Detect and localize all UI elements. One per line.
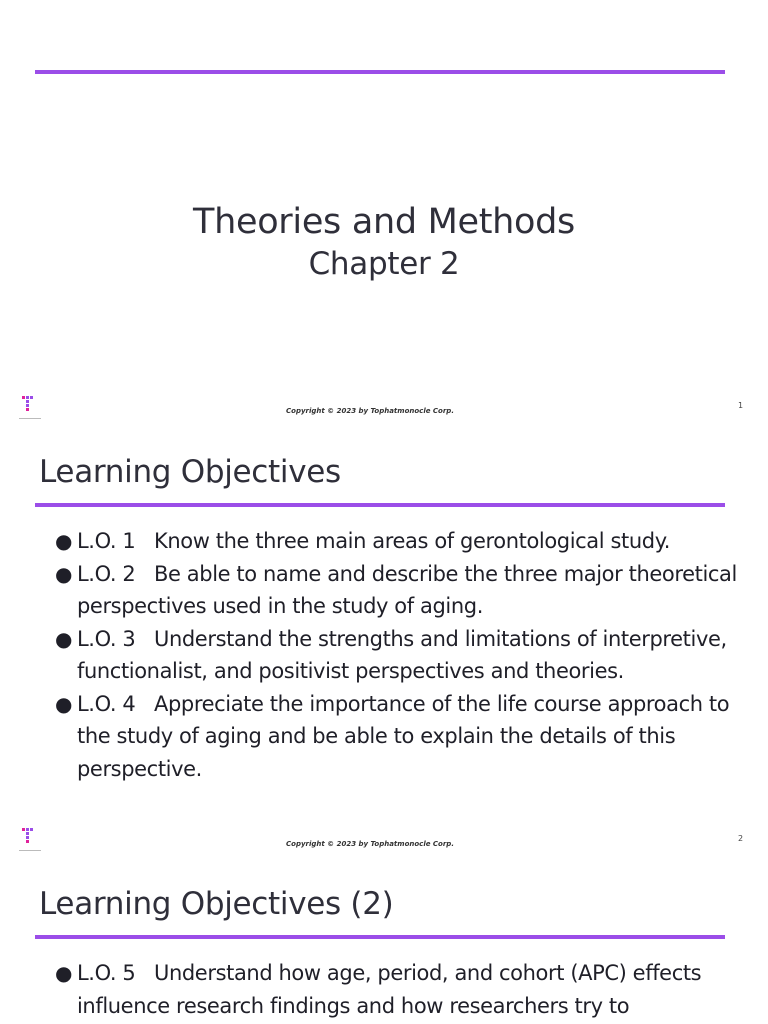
- objective-text: Be able to name and describe the three major theoretical perspectives used in the study of aging.: [77, 561, 737, 618]
- objectives-list: [55, 525, 745, 785]
- list-item: [55, 957, 745, 1022]
- top-rule: [35, 70, 725, 74]
- slide-heading: Learning Objectives: [39, 454, 341, 490]
- list-item: [55, 558, 745, 623]
- slide-subtitle: Chapter 2: [308, 246, 460, 282]
- list-item: [55, 688, 745, 786]
- bullet-icon: ●: [55, 626, 73, 651]
- slide-1: [0, 0, 768, 432]
- slide-title: Theories and Methods: [193, 202, 575, 242]
- slide-3: [0, 864, 768, 1024]
- objective-text: Understand the strengths and limitations of interpretive, functionalist, and positivist perspectives and theories.: [77, 626, 727, 683]
- objective-code: L.O. 3: [77, 626, 136, 651]
- bullet-icon: ●: [55, 561, 73, 586]
- footer-copyright: Copyright © 2023 by Tophatmonocle Corp.: [286, 840, 454, 848]
- bullet-icon: ●: [55, 691, 73, 716]
- footer-copyright: Copyright © 2023 by Tophatmonocle Corp.: [286, 407, 454, 415]
- list-item: [55, 623, 745, 688]
- list-item: [55, 525, 745, 558]
- slide-heading: Learning Objectives (2): [39, 886, 394, 922]
- page-number: 2: [738, 834, 744, 843]
- bullet-icon: ●: [55, 961, 73, 985]
- objective-text: Appreciate the importance of the life course approach to the study of aging and be able to explain the details of this perspective.: [77, 691, 730, 781]
- page-number: 1: [738, 401, 744, 410]
- objective-text: Understand how age, period, and cohort (APC) effects influence research findings and how researchers try to: [77, 961, 702, 1018]
- objectives-list: [55, 957, 745, 1022]
- heading-rule: [35, 503, 725, 507]
- objective-text: Know the three main areas of gerontological study.: [154, 529, 671, 553]
- objective-code: L.O. 2: [77, 561, 136, 586]
- bullet-icon: ●: [55, 529, 73, 553]
- objective-code: L.O. 4: [77, 691, 136, 716]
- objective-code: L.O. 5: [77, 961, 136, 985]
- slide-2: [0, 432, 768, 864]
- objective-code: L.O. 1: [77, 529, 136, 553]
- heading-rule: [35, 935, 725, 939]
